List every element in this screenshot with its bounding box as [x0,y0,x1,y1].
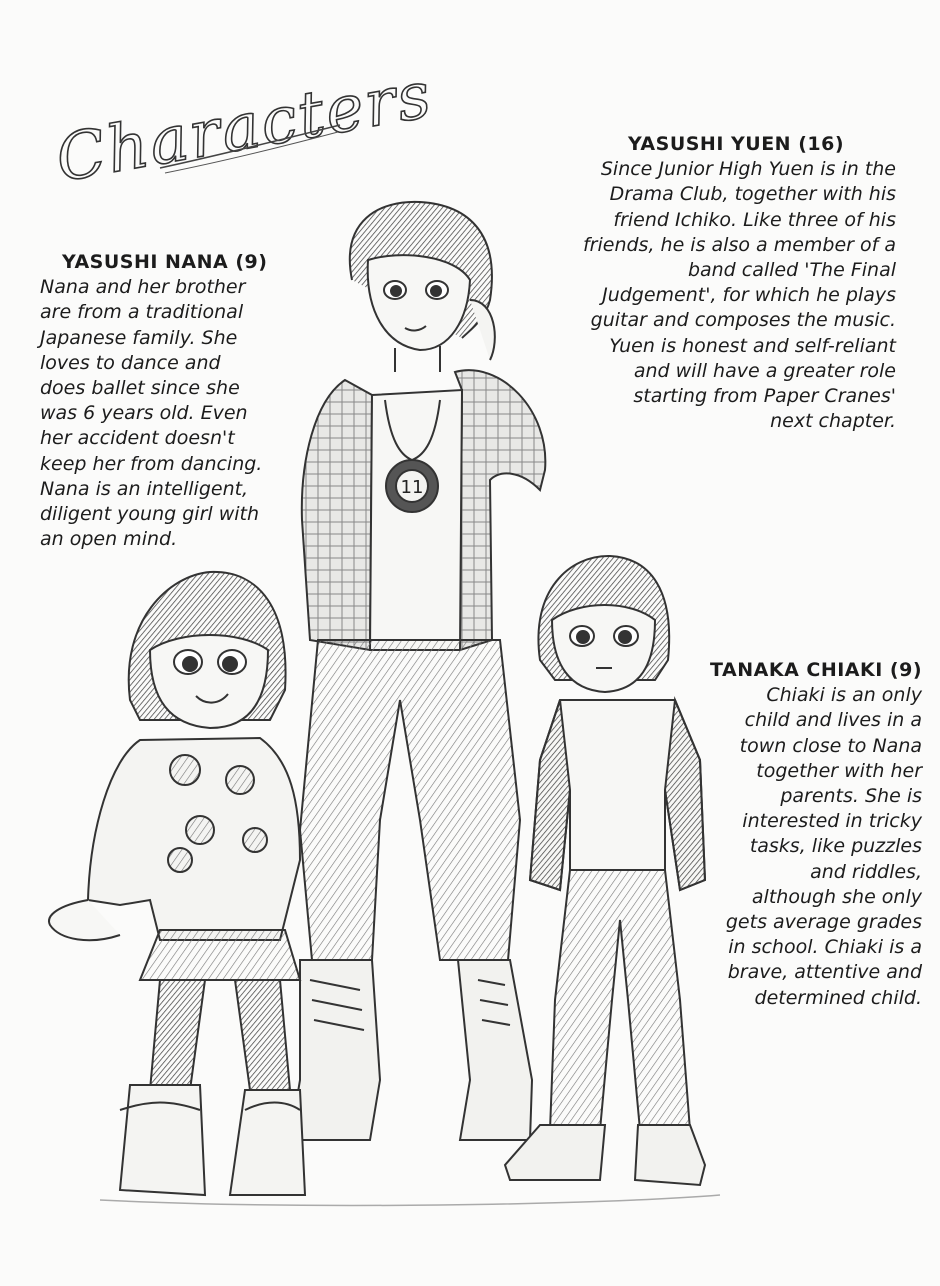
chiaki-figure [505,556,705,1185]
nana-figure [49,572,305,1195]
character-name-yuen: YASUSHI YUEN (16) [627,133,844,155]
character-description-nana: Nana and her brother are from a traditional Japanese family. She loves to dance and does ballet since she was 6 years old. Even her accident doesn't keep her from dancing. Nana is an intelligent, diligent young girl with an open mind. [40,276,263,551]
character-name-chiaki: TANAKA CHIAKI (9) [710,659,922,681]
pendant-label: 11 [400,477,424,498]
bio-nana [40,250,320,552]
bio-chiaki [682,658,922,1011]
yuen-figure [290,202,545,1140]
title-text: Characters [50,58,438,197]
character-name-nana: YASUSHI NANA (9) [62,251,268,273]
bio-yuen [516,132,896,434]
ground-line [100,1195,720,1205]
character-description-yuen: Since Junior High Yuen is in the Drama Club, together with his friend Ichiko. Like three of his friends, he is also a member of a band called 'The Final Judgement', for which he plays guitar and composes the music. Yuen is honest and self-reliant and will have a greater role starting from Paper Cranes' next chapter. [582,158,896,433]
character-description-chiaki: Chiaki is an only child and lives in a town close to Nana together with her parents. She is interested in tricky tasks, like puzzles and riddles, although she only gets average grades in school. Chiaki is a brave, attentive and determined child. [725,684,922,1009]
